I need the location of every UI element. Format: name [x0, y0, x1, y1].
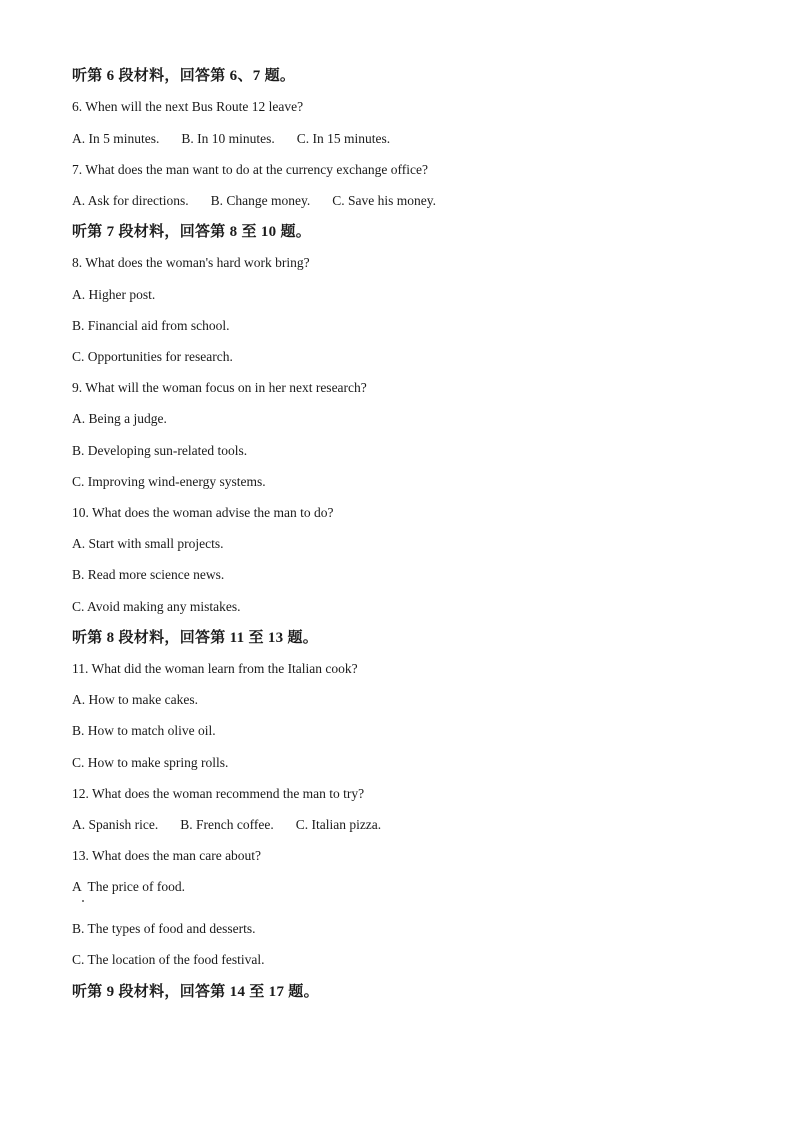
- question-6-stem: 6. When will the next Bus Route 12 leave?: [72, 99, 304, 114]
- question-13-option-c: C. The location of the food festival.: [72, 952, 265, 967]
- question-13-stem: 13. What does the man care about?: [72, 848, 262, 863]
- question-7-option-a: A. Ask for directions.: [72, 193, 189, 208]
- question-6-option-a: A. In 5 minutes.: [72, 131, 160, 146]
- question-11-option-a: A. How to make cakes.: [72, 692, 198, 707]
- question-7-option-b: B. Change money.: [210, 193, 311, 208]
- question-8-option-a: A. Higher post.: [72, 287, 156, 302]
- question-7-stem: 7. What does the man want to do at the currency exchange office?: [72, 162, 428, 177]
- question-6-option-b: B. In 10 minutes.: [181, 131, 275, 146]
- question-7-option-c: C. Save his money.: [332, 193, 436, 208]
- question-9-option-c: C. Improving wind-energy systems.: [72, 474, 266, 489]
- question-8-option-c: C. Opportunities for research.: [72, 349, 233, 364]
- question-13-option-b: B. The types of food and desserts.: [72, 921, 256, 936]
- question-9-stem: 9. What will the woman focus on in her next research?: [72, 380, 367, 395]
- question-8-option-b: B. Financial aid from school.: [72, 318, 230, 333]
- question-12-stem: 12. What does the woman recommend the man to try?: [72, 786, 365, 801]
- question-10-stem: 10. What does the woman advise the man to do?: [72, 505, 334, 520]
- question-6-options: [72, 130, 390, 148]
- question-11-stem: 11. What did the woman learn from the Italian cook?: [72, 661, 358, 676]
- question-12-option-a: A. Spanish rice.: [72, 817, 159, 832]
- question-11-option-c: C. How to make spring rolls.: [72, 755, 229, 770]
- section-heading-8: 听第 8 段材料，回答第 11 至 13 题。: [72, 630, 319, 646]
- section-heading-6: 听第 6 段材料，回答第 6、7 题。: [72, 68, 296, 84]
- question-12-option-c: C. Italian pizza.: [295, 817, 382, 832]
- section-heading-9: 听第 9 段材料，回答第 14 至 17 题。: [72, 984, 319, 1000]
- question-9-option-a: A. Being a judge.: [72, 411, 167, 426]
- stray-dot: [82, 900, 84, 902]
- question-10-option-a: A. Start with small projects.: [72, 536, 224, 551]
- question-12-option-b: B. French coffee.: [180, 817, 274, 832]
- question-11-option-b: B. How to match olive oil.: [72, 723, 216, 738]
- question-12-options: [72, 816, 381, 834]
- question-6-option-c: C. In 15 minutes.: [296, 131, 391, 146]
- question-7-options: [72, 192, 436, 210]
- question-8-stem: 8. What does the woman's hard work bring?: [72, 255, 310, 270]
- question-13-option-a: A The price of food.: [72, 879, 185, 894]
- question-10-option-b: B. Read more science news.: [72, 567, 225, 582]
- question-9-option-b: B. Developing sun-related tools.: [72, 443, 248, 458]
- section-heading-7: 听第 7 段材料，回答第 8 至 10 题。: [72, 224, 312, 240]
- question-10-option-c: C. Avoid making any mistakes.: [72, 599, 241, 614]
